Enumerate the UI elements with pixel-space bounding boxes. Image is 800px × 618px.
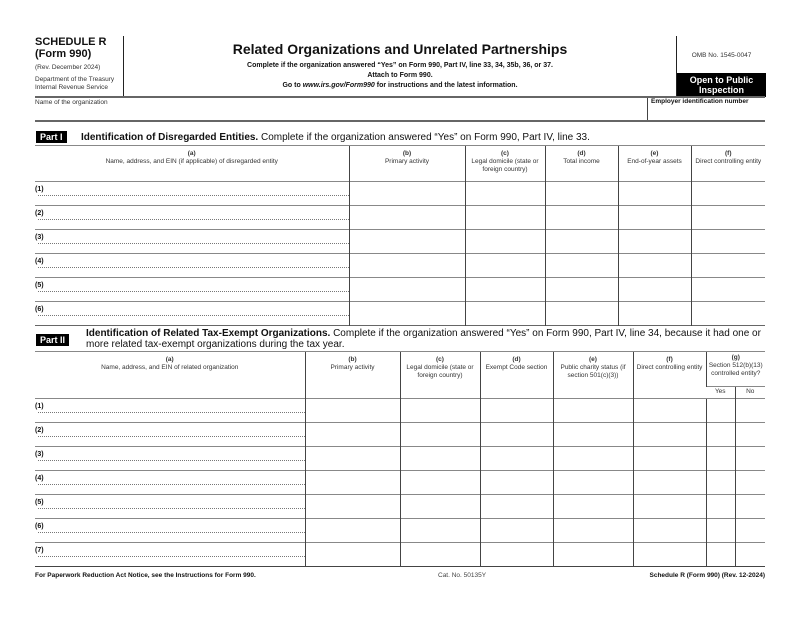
direct-controlling-entity-field[interactable] <box>691 182 765 206</box>
instruction-line-2: Attach to Form 990. <box>367 72 433 79</box>
total-income-field[interactable] <box>545 302 618 326</box>
legal-domicile-field[interactable] <box>400 423 480 447</box>
total-income-field[interactable] <box>545 206 618 230</box>
primary-activity-field[interactable] <box>349 182 465 206</box>
end-of-year-assets-field[interactable] <box>618 206 691 230</box>
part1-description: Complete if the organization answered “Yes” on Form 990, Part IV, line 33. <box>258 132 590 143</box>
part2-col-e: (e) Public charity status (if section 501(c)(3)) <box>553 352 633 399</box>
controlled-no-checkbox[interactable] <box>735 447 765 471</box>
public-charity-status-field[interactable] <box>553 519 633 543</box>
direct-controlling-entity-field[interactable] <box>691 230 765 254</box>
part2-heading <box>36 328 766 350</box>
legal-domicile-field[interactable] <box>465 302 545 326</box>
organization-row <box>35 96 765 122</box>
primary-activity-field[interactable] <box>305 423 400 447</box>
controlled-no-checkbox[interactable] <box>735 423 765 447</box>
direct-controlling-entity-field[interactable] <box>633 447 706 471</box>
legal-domicile-field[interactable] <box>400 447 480 471</box>
form-title-block <box>124 36 676 96</box>
legal-domicile-field[interactable] <box>400 519 480 543</box>
controlled-yes-checkbox[interactable] <box>706 519 735 543</box>
part2-col-f: (f) Direct controlling entity <box>633 352 706 399</box>
entity-name-field[interactable]: (2) <box>35 206 349 230</box>
direct-controlling-entity-field[interactable] <box>691 278 765 302</box>
exempt-code-field[interactable] <box>480 495 553 519</box>
total-income-field[interactable] <box>545 182 618 206</box>
direct-controlling-entity-field[interactable] <box>633 543 706 567</box>
controlled-no-checkbox[interactable] <box>735 471 765 495</box>
footer-form-id: Schedule R (Form 990) (Rev. 12-2024) <box>649 572 765 579</box>
part1-heading <box>36 127 766 145</box>
table-row <box>35 230 765 254</box>
public-charity-status-field[interactable] <box>553 399 633 423</box>
legal-domicile-field[interactable] <box>400 471 480 495</box>
total-income-field[interactable] <box>545 254 618 278</box>
controlled-yes-checkbox[interactable] <box>706 399 735 423</box>
table-row <box>35 302 765 326</box>
part2-header-row <box>35 352 765 387</box>
table-row <box>35 519 765 543</box>
yes-column-header: Yes <box>706 387 735 399</box>
table-row <box>35 423 765 447</box>
public-charity-status-field[interactable] <box>553 543 633 567</box>
omb-number: OMB No. 1545-0047 <box>691 52 752 59</box>
irs-link[interactable]: www.irs.gov/Form990 <box>302 82 375 89</box>
controlled-no-checkbox[interactable] <box>735 399 765 423</box>
primary-activity-field[interactable] <box>305 519 400 543</box>
primary-activity-field[interactable] <box>305 543 400 567</box>
table-row <box>35 399 765 423</box>
table-row <box>35 447 765 471</box>
part1-header-row <box>35 146 765 182</box>
table-row <box>35 254 765 278</box>
divider <box>35 120 765 122</box>
legal-domicile-field[interactable] <box>465 254 545 278</box>
org-name-field[interactable]: (2) <box>35 423 305 447</box>
table-row <box>35 471 765 495</box>
primary-activity-field[interactable] <box>349 254 465 278</box>
part1-col-f: (f) Direct controlling entity <box>691 146 765 182</box>
org-name-field[interactable]: (5) <box>35 495 305 519</box>
part2-col-a: (a) Name, address, and EIN of related organization <box>35 352 305 399</box>
entity-name-field[interactable]: (6) <box>35 302 349 326</box>
org-name-field[interactable]: (6) <box>35 519 305 543</box>
controlled-yes-checkbox[interactable] <box>706 495 735 519</box>
part1-col-b: (b) Primary activity <box>349 146 465 182</box>
direct-controlling-entity-field[interactable] <box>633 471 706 495</box>
revision-date: (Rev. December 2024) <box>35 64 101 71</box>
table-row <box>35 278 765 302</box>
exempt-code-field[interactable] <box>480 471 553 495</box>
footer-paperwork-notice: For Paperwork Reduction Act Notice, see the Instructions for Form 990. <box>35 572 256 579</box>
legal-domicile-field[interactable] <box>400 543 480 567</box>
table-row <box>35 206 765 230</box>
public-charity-status-field[interactable] <box>553 447 633 471</box>
org-name-field[interactable]: (1) <box>35 399 305 423</box>
part1-title: Identification of Disregarded Entities. <box>80 132 259 143</box>
exempt-code-field[interactable] <box>480 543 553 567</box>
no-column-header: No <box>735 387 765 399</box>
primary-activity-field[interactable] <box>349 230 465 254</box>
part1-col-e: (e) End-of-year assets <box>618 146 691 182</box>
end-of-year-assets-field[interactable] <box>618 302 691 326</box>
part2-col-d: (d) Exempt Code section <box>480 352 553 399</box>
org-name-field[interactable]: (3) <box>35 447 305 471</box>
exempt-code-field[interactable] <box>480 447 553 471</box>
part2-col-g: (g) Section 512(b)(13) controlled entity? <box>706 352 765 387</box>
department: Department of the Treasury <box>35 76 115 83</box>
primary-activity-field[interactable] <box>349 206 465 230</box>
controlled-yes-checkbox[interactable] <box>706 471 735 495</box>
org-name-field[interactable]: (7) <box>35 543 305 567</box>
part1-col-a: (a) Name, address, and EIN (if applicable) of disregarded entity <box>35 146 349 182</box>
legal-domicile-field[interactable] <box>400 399 480 423</box>
entity-name-field[interactable]: (3) <box>35 230 349 254</box>
primary-activity-field[interactable] <box>305 399 400 423</box>
table-row <box>35 495 765 519</box>
controlled-yes-checkbox[interactable] <box>706 423 735 447</box>
legal-domicile-field[interactable] <box>465 230 545 254</box>
end-of-year-assets-field[interactable] <box>618 230 691 254</box>
legal-domicile-field[interactable] <box>400 495 480 519</box>
entity-name-field[interactable]: (5) <box>35 278 349 302</box>
legal-domicile-field[interactable] <box>465 278 545 302</box>
primary-activity-field[interactable] <box>305 447 400 471</box>
direct-controlling-entity-field[interactable] <box>633 519 706 543</box>
end-of-year-assets-field[interactable] <box>618 182 691 206</box>
controlled-no-checkbox[interactable] <box>735 519 765 543</box>
public-charity-status-field[interactable] <box>553 471 633 495</box>
schedule-title: SCHEDULE R <box>35 36 107 48</box>
primary-activity-field[interactable] <box>349 278 465 302</box>
part1-badge: Part I <box>36 131 67 143</box>
form-number: (Form 990) <box>35 48 92 60</box>
part1-col-c: (c) Legal domicile (state or foreign country) <box>465 146 545 182</box>
controlled-yes-checkbox[interactable] <box>706 543 735 567</box>
footer-cat-number: Cat. No. 50135Y <box>438 572 487 579</box>
exempt-code-field[interactable] <box>480 519 553 543</box>
controlled-no-checkbox[interactable] <box>735 543 765 567</box>
controlled-yes-checkbox[interactable] <box>706 447 735 471</box>
legal-domicile-field[interactable] <box>465 206 545 230</box>
omb-block <box>676 36 766 96</box>
direct-controlling-entity-field[interactable] <box>691 254 765 278</box>
primary-activity-field[interactable] <box>305 495 400 519</box>
form-title: Related Organizations and Unrelated Partnerships <box>232 41 568 57</box>
direct-controlling-entity-field[interactable] <box>633 399 706 423</box>
exempt-code-field[interactable] <box>480 423 553 447</box>
public-charity-status-field[interactable] <box>553 495 633 519</box>
table-row <box>35 543 765 567</box>
part2-table <box>35 351 765 567</box>
primary-activity-field[interactable] <box>349 302 465 326</box>
agency: Internal Revenue Service <box>35 84 108 91</box>
ein-label: Employer identification number <box>651 98 749 105</box>
entity-name-field[interactable]: (4) <box>35 254 349 278</box>
part2-badge: Part II <box>36 334 69 346</box>
controlled-no-checkbox[interactable] <box>735 495 765 519</box>
org-name-label: Name of the organization <box>35 99 108 106</box>
public-charity-status-field[interactable] <box>553 423 633 447</box>
primary-activity-field[interactable] <box>305 471 400 495</box>
direct-controlling-entity-field[interactable] <box>633 423 706 447</box>
table-row <box>35 182 765 206</box>
end-of-year-assets-field[interactable] <box>618 254 691 278</box>
instruction-line-1: Complete if the organization answered “Yes” on Form 990, Part IV, line 33, 34, 35b, 36, or 37. <box>247 62 553 69</box>
direct-controlling-entity-field[interactable] <box>691 302 765 326</box>
part1-col-d: (d) Total income <box>545 146 618 182</box>
part2-col-b: (b) Primary activity <box>305 352 400 399</box>
part2-description: Complete if the organization answered “Yes” on Form 990, Part IV, line 34, because it had one or more related tax-exempt organizations during the tax year. <box>86 328 761 350</box>
instruction-line-3: Go to www.irs.gov/Form990 for instructions and the latest information. <box>282 82 518 89</box>
total-income-field[interactable] <box>545 230 618 254</box>
total-income-field[interactable] <box>545 278 618 302</box>
ein-cell <box>647 98 765 122</box>
part2-title: Identification of Related Tax-Exempt Organizations. <box>86 328 331 339</box>
ein-field[interactable] <box>651 105 765 117</box>
exempt-code-field[interactable] <box>480 399 553 423</box>
part2-col-c: (c) Legal domicile (state or foreign country) <box>400 352 480 399</box>
org-name-field[interactable]: (4) <box>35 471 305 495</box>
end-of-year-assets-field[interactable] <box>618 278 691 302</box>
form-identifier-block <box>35 36 124 96</box>
part1-table <box>35 145 765 326</box>
entity-name-field[interactable]: (1) <box>35 182 349 206</box>
direct-controlling-entity-field[interactable] <box>633 495 706 519</box>
direct-controlling-entity-field[interactable] <box>691 206 765 230</box>
open-to-public-badge: Open to Public Inspection <box>677 73 766 97</box>
legal-domicile-field[interactable] <box>465 182 545 206</box>
